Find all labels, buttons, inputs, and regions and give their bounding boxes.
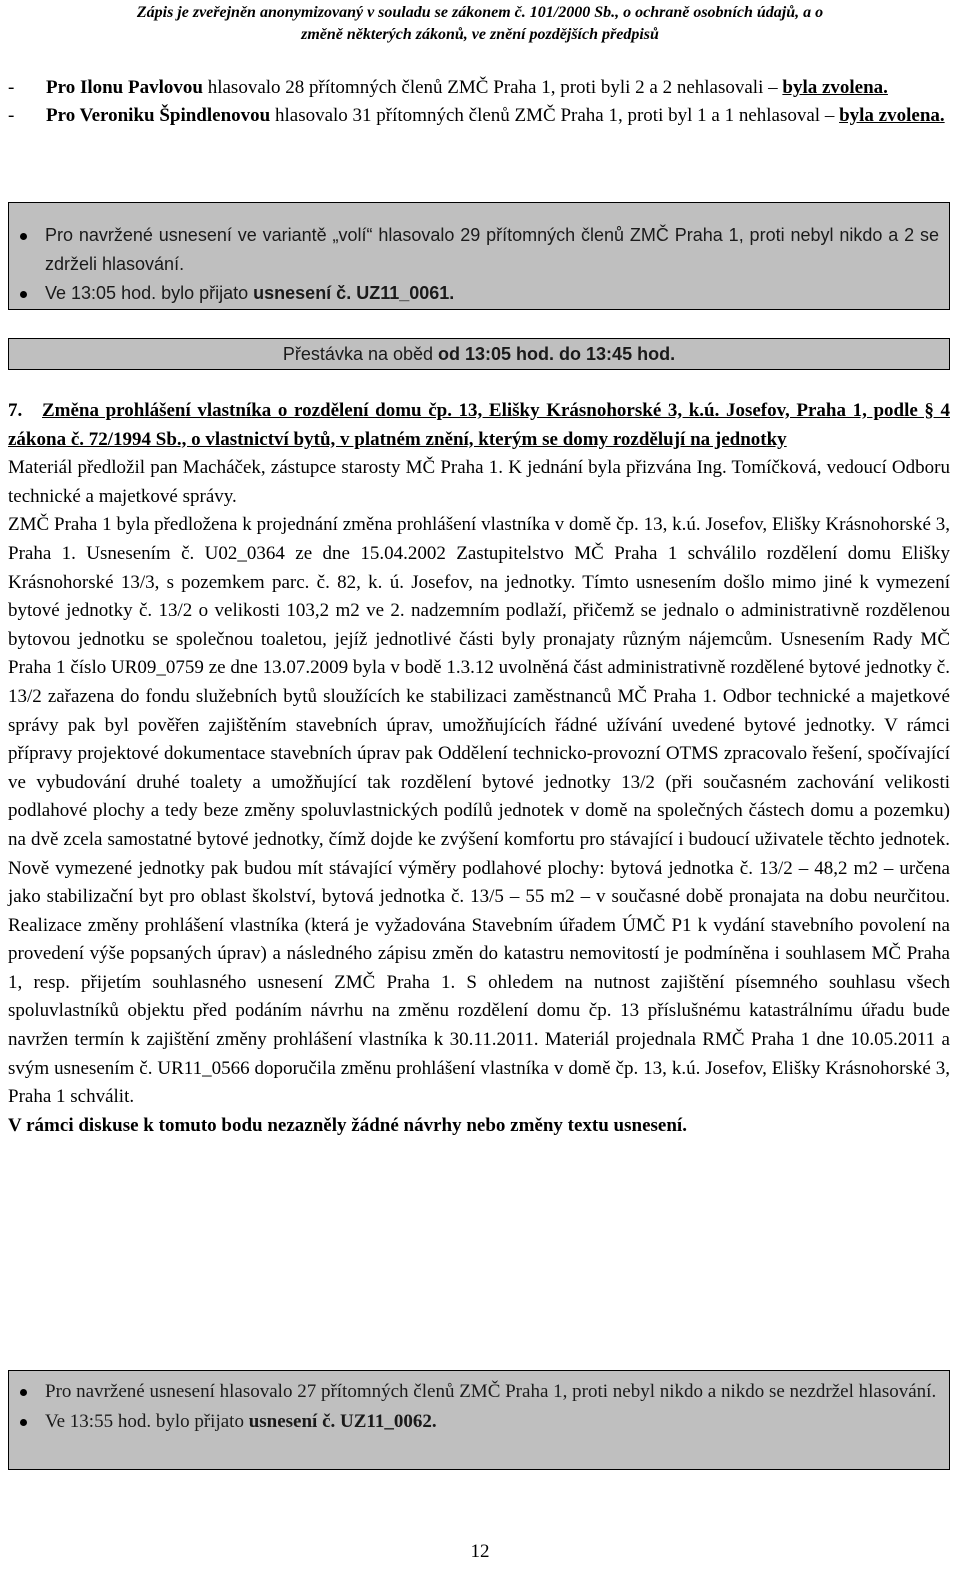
vote-result: byla zvolena. bbox=[782, 77, 888, 98]
resolution-box-2 bbox=[8, 1370, 950, 1470]
bullet-icon bbox=[17, 279, 45, 308]
bullet-icon bbox=[17, 221, 45, 279]
header-line-2: změně některých zákonů, ve znění pozdějších předpisů bbox=[301, 26, 659, 43]
dash-marker: - bbox=[8, 105, 15, 126]
discussion-note: V rámci diskuse k tomuto bodu nezazněly žádné návrhy nebo změny textu usnesení. bbox=[8, 1114, 687, 1136]
vote-text: hlasovalo 31 přítomných členů ZMČ Praha 1, proti byl 1 a 1 nehlasoval – bbox=[270, 105, 840, 126]
bullet-text: Pro navržené usnesení hlasovalo 27 přítomných členů ZMČ Praha 1, proti nebyl nikdo a nikdo se nezdržel hlasování. bbox=[45, 1381, 937, 1402]
header-line-1: Zápis je zveřejněn anonymizovaný v souladu se zákonem č. 101/2000 Sb., o ochraně osobních údajů, a o bbox=[136, 4, 824, 21]
bullet-item bbox=[17, 1377, 941, 1407]
vote-result: byla zvolena. bbox=[839, 105, 945, 126]
break-time: od 13:05 hod. do 13:45 hod. bbox=[438, 344, 676, 364]
resolution-number: usnesení č. UZ11_0061. bbox=[253, 283, 455, 303]
paragraph: ZMČ Praha 1 byla předložena k projednání změna prohlášení vlastníka v domě čp. 13, k.ú. Josefov, Elišky Krásnohorské 3, Praha 1. Usnesením č. U02_0364 ze dne 15.04.2002 Zastupitelstvo MČ Praha 1 schválilo rozdělení domu Elišky Krásnohorské 13/3, s pozemkem parc. č. 82, k. ú. Josefov, na jednotky. Tímto usnesením došlo mimo jiné k vymezení bytové jednotky č. 13/2 o velikosti 103,2 m2 ve 2. nadzemním podlaží, přičemž se jednalo o administrativně rozdělenou bytovou jednotku se společnou toaletou, jejíž jednotlivé části byly pronajaty různým nájemcům. Usnesením Rady MČ Praha 1 číslo UR09_0759 ze dne 13.07.2009 byla v bodě 1.3.12 uvolněná část administrativně rozdělené bytové jednotky č. 13/2 zařazena do fondu služebních bytů sloužících ke stabilizaci zaměstnanců MČ Praha 1. Odbor technické a majetkové správy pak byl pověřen zajištěním stavebních úprav, umožňujících řádné užívání uvedené bytové jednotky. V rámci přípravy projektové dokumentace stavebních úprav pak Oddělení technicko-provozní OTMS zpracovalo řešení, spočívající ve vybudování druhé toalety a umožňující tak rozdělení bytové jednotky 13/2 (při současném zachování velikosti podlahové plochy a tedy beze změny spoluvlastnických podílů jednotek v domě na společných částech domu a pozemku) na dvě zcela samostatné bytové jednotky, čímž dojde ke zvýšení komfortu pro stávající i budoucí uživatele těchto jednotek. Nově vymezené jednotky pak budou mít stávající výměry podlahové plochy: bytová jednotka č. 13/2 – 48,2 m2 – určena jako stabilizační byt pro oblast školství, bytová jednotka č. 13/5 – 55 m2 – v současné době pronajata na dobu neurčitou. Realizace změny prohlášení vlastníka (která je vyžadována Stavebním úřadem ÚMČ P1 k vydání stavebního povolení na provedení výše popsaných úprav) a následného zápisu změn do katastru nemovitostí je podmíněna i souhlasem MČ Praha 1, resp. přijetím souhlasného usnesení ZMČ Praha 1. S ohledem na nutnost zajištění písemného souhlasu všech spoluvlastníků objektu před podáním návrhu na změnu rozdělení domu čp. 13 příslušnému katastrálnímu úřadu bude navržen termín k zajištění změny prohlášení vlastníka k 30.11.2011. Materiál projednala RMČ Praha 1 dne 10.05.2011 a svým usnesením č. UR11_0566 doporučila změnu prohlášení vlastníka v domě čp. 13, k.ú. Josefov, Elišky Krásnohorské 3, Praha 1 schválit. bbox=[8, 514, 950, 1108]
bullet-text: Pro navržené usnesení ve variantě „volí“ hlasovalo 29 přítomných členů ZMČ Praha 1, proti nebyl nikdo a 2 se zdrželi hlasování. bbox=[45, 225, 939, 274]
vote-item bbox=[8, 102, 952, 130]
candidate-name: Pro Veroniku Špindlenovou bbox=[46, 105, 271, 126]
bullet-item bbox=[17, 279, 939, 308]
election-results bbox=[8, 74, 952, 130]
lunch-break-box bbox=[8, 338, 950, 370]
vote-item bbox=[8, 74, 952, 102]
bullet-icon bbox=[17, 1407, 45, 1437]
resolution-number: usnesení č. UZ11_0062. bbox=[248, 1411, 437, 1432]
paragraph: Materiál předložil pan Macháček, zástupce starosty MČ Praha 1. K jednání byla přizvána Ing. Tomíčková, vedoucí Odboru technické a majetkové správy. bbox=[8, 457, 950, 507]
resolution-box-1 bbox=[8, 202, 950, 310]
break-label: Přestávka na oběd bbox=[282, 344, 439, 364]
dash-marker: - bbox=[8, 77, 15, 98]
vote-text: hlasovalo 28 přítomných členů ZMČ Praha 1, proti byli 2 a 2 nehlasovali – bbox=[202, 77, 783, 98]
section-title bbox=[8, 397, 950, 454]
page-number: 12 bbox=[470, 1541, 490, 1562]
section-number: 7. bbox=[8, 400, 23, 421]
agenda-item-7 bbox=[8, 397, 950, 1140]
bullet-text: Ve 13:55 hod. bylo přijato bbox=[45, 1411, 249, 1432]
candidate-name: Pro Ilonu Pavlovou bbox=[46, 77, 203, 98]
bullet-icon bbox=[17, 1377, 45, 1407]
bullet-item bbox=[17, 1407, 941, 1437]
bullet-text: Ve 13:05 hod. bylo přijato bbox=[45, 283, 254, 303]
section-title-text: Změna prohlášení vlastníka o rozdělení domu čp. 13, Elišky Krásnohorské 3, k.ú. Josefov, Praha 1, podle § 4 zákona č. 72/1994 Sb., o vlastnictví bytů, v platném znění, kterým se domy rozdělují na jednotky bbox=[8, 400, 950, 450]
bullet-item bbox=[17, 221, 939, 279]
page-header bbox=[0, 0, 960, 54]
